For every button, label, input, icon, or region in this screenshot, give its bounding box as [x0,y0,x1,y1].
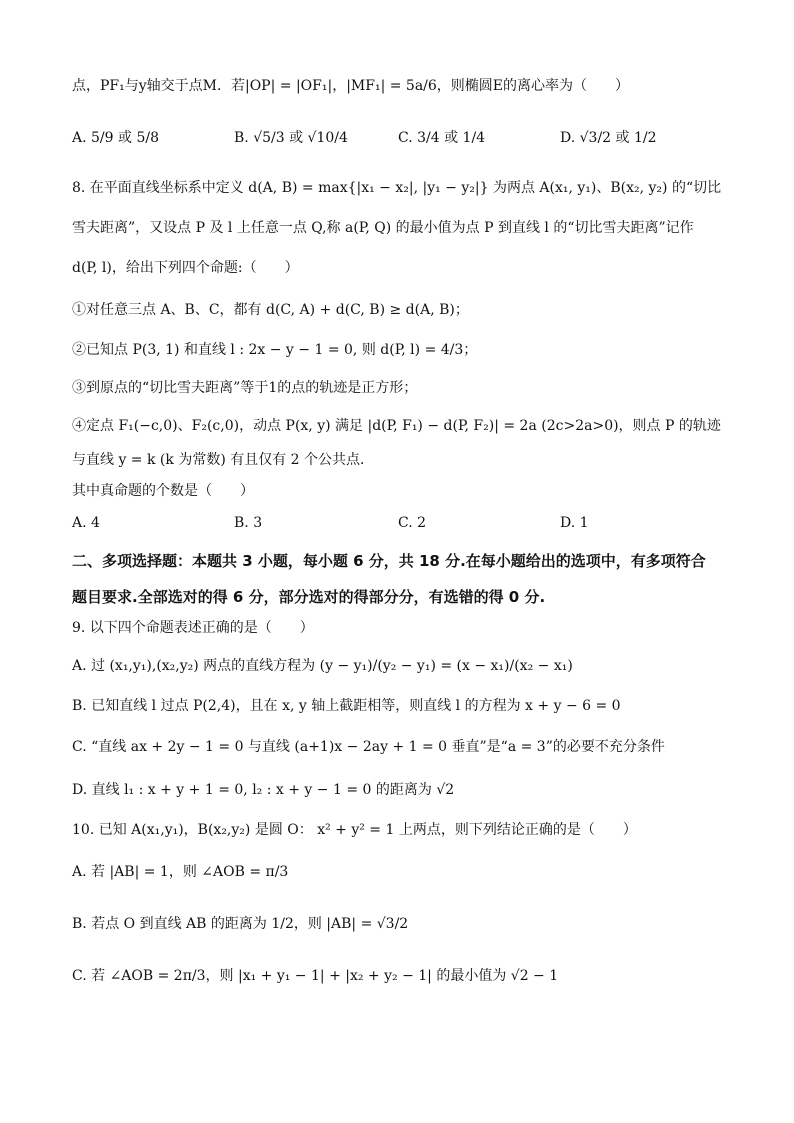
q8-option-d: D. 1 [560,515,589,531]
q7-option-b: B. √5/3 或 √10/4 [234,130,348,146]
q9-option-d: D. 直线 l₁ : x + y + 1 = 0, l₂ : x + y − 1 = 0 的距离为 √2 [72,782,455,798]
q10-option-a: A. 若 |AB| = 1，则 ∠AOB = π/3 [72,864,289,880]
q7-option-c: C. 3/4 或 1/4 [398,130,486,146]
q7-stem-tail: 点，PF₁与y轴交于点M．若|OP| = |OF₁|，|MF₁| = 5a/6，则椭圆E的离心率为（ ） [72,78,630,94]
q8-option-a: A. 4 [72,515,100,531]
q8-stem-line2: 雪夫距离”，又设点 P 及 l 上任意一点 Q,称 a(P, Q) 的最小值为点 P 到直线 l 的“切比雪夫距离”记作 [72,220,694,236]
q7-option-a: A. 5/9 或 5/8 [72,130,159,146]
q8-statement-2: ②已知点 P(3, 1) 和直线 l : 2x − y − 1 = 0, 则 d(P, l) = 4/3； [72,342,478,358]
q8-option-b: B. 3 [234,515,263,531]
q8-ask: 其中真命题的个数是（ ） [72,483,254,499]
q8-stem-line1: 8. 在平面直线坐标系中定义 d(A, B) = max{|x₁ − x₂|, |y₁ − y₂|} 为两点 A(x₁, y₁)、B(x₂, y₂) 的“切比 [72,180,722,196]
q9-option-c: C. “直线 ax + 2y − 1 = 0 与直线 (a+1)x − 2ay + 1 = 0 垂直”是“a = 3”的必要不充分条件 [72,739,665,755]
q8-stem-line3: d(P, l)，给出下列四个命题:（ ） [72,260,299,276]
q10-stem: 10. 已知 A(x₁,y₁)，B(x₂,y₂) 是圆 O： x² + y² = 1 上两点，则下列结论正确的是（ ） [72,822,637,838]
q9-stem: 9. 以下四个命题表述正确的是（ ） [72,620,314,636]
q10-option-c: C. 若 ∠AOB = 2π/3，则 |x₁ + y₁ − 1| + |x₂ + y₂ − 1| 的最小值为 √2 − 1 [72,968,559,984]
q9-option-b: B. 已知直线 l 过点 P(2,4)，且在 x, y 轴上截距相等，则直线 l 的方程为 x + y − 6 = 0 [72,698,621,714]
section-heading-line2: 题目要求.全部选对的得 6 分，部分选对的得部分分，有选错的得 0 分. [72,588,546,606]
q7-option-d: D. √3/2 或 1/2 [560,130,657,146]
q8-statement-4b: 与直线 y = k (k 为常数) 有且仅有 2 个公共点． [72,452,375,468]
q10-option-b: B. 若点 O 到直线 AB 的距离为 1/2，则 |AB| = √3/2 [72,916,409,932]
q8-statement-3: ③到原点的“切比雪夫距离”等于1的点的轨迹是正方形； [72,380,418,396]
q8-statement-4a: ④定点 F₁(−c,0)、F₂(c,0)，动点 P(x, y) 满足 |d(P, F₁) − d(P, F₂)| = 2a (2c>2a>0)，则点 P 的轨迹 [72,418,721,434]
section-heading-line1: 二、多项选择题：本题共 3 小题，每小题 6 分，共 18 分.在每小题给出的选项中，有多项符合 [72,552,706,570]
q8-statement-1: ①对任意三点 A、B、C，都有 d(C, A) + d(C, B) ≥ d(A, B)； [72,302,469,318]
q9-option-a: A. 过 (x₁,y₁),(x₂,y₂) 两点的直线方程为 (y − y₁)/(y₂ − y₁) = (x − x₁)/(x₂ − x₁) [72,658,573,674]
q8-option-c: C. 2 [398,515,427,531]
